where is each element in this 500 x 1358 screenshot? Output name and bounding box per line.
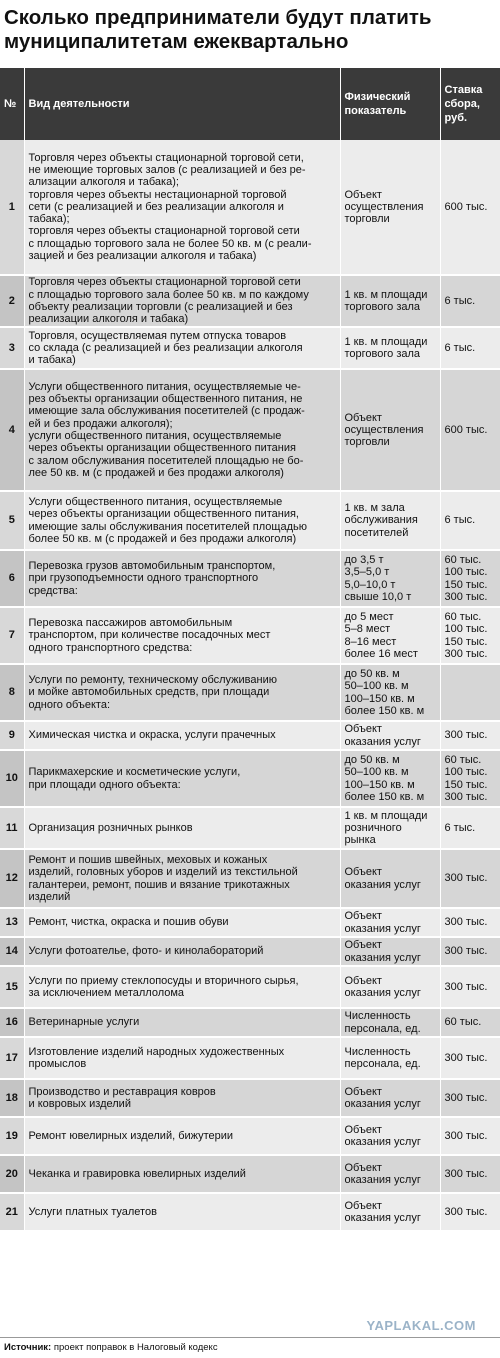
rate-cell-line: 60 тыс. bbox=[444, 1016, 482, 1029]
activity-cell-line: Услуги по приему стеклопосуды и вторичного сырья, bbox=[28, 974, 299, 987]
rate-cell bbox=[440, 1155, 500, 1193]
rate-cell-line: 300 тыс. bbox=[444, 872, 488, 885]
activity-cell-line: услуги общественного питания, осуществляемые bbox=[28, 430, 282, 442]
indicator-cell-line: посетителей bbox=[344, 526, 409, 539]
rate-cell bbox=[440, 807, 500, 849]
title-line-2: муниципалитетам ежеквартально bbox=[4, 30, 349, 53]
table-row bbox=[0, 140, 500, 275]
indicator-cell bbox=[340, 1008, 440, 1037]
activity-cell bbox=[24, 664, 340, 721]
rate-cell-line: 300 тыс. bbox=[444, 945, 488, 958]
indicator-cell-line: оказания услуг bbox=[344, 987, 421, 999]
header-activity: Вид деятельности bbox=[24, 68, 340, 140]
activity-cell bbox=[24, 750, 340, 807]
activity-cell-line: реализации алкоголя и табака) bbox=[28, 313, 189, 326]
activity-cell bbox=[24, 1079, 340, 1117]
indicator-cell bbox=[340, 1155, 440, 1193]
activity-cell bbox=[24, 937, 340, 966]
row-number: 4 bbox=[0, 369, 24, 491]
indicator-cell-line: 5,0–10,0 т bbox=[344, 578, 396, 591]
rate-cell-line: 300 тыс. bbox=[444, 790, 488, 803]
activity-cell-line: не имеющие торговых залов (с реализацией и без ре- bbox=[28, 163, 306, 176]
table-header-row bbox=[0, 68, 500, 140]
row-number: 20 bbox=[0, 1155, 24, 1193]
indicator-cell-line: Объект bbox=[344, 1199, 382, 1212]
indicator-cell-line: торгового зала bbox=[344, 348, 421, 360]
indicator-cell-line: до 3,5 т bbox=[344, 553, 384, 566]
rate-cell-line: 150 тыс. bbox=[444, 578, 488, 591]
watermark: YAPLAKAL.COM bbox=[366, 1318, 476, 1333]
header-indicator: Физический показатель bbox=[340, 68, 440, 140]
activity-cell-line: торговля через объекты нестационарной торговой bbox=[28, 188, 287, 201]
row-number: 18 bbox=[0, 1079, 24, 1117]
activity-cell bbox=[24, 327, 340, 369]
activity-cell-line: и мойке автомобильных средств, при площади bbox=[28, 686, 270, 699]
activity-cell-line: Перевозка грузов автомобильным транспортом, bbox=[28, 560, 276, 573]
indicator-cell-line: 100–150 кв. м bbox=[344, 692, 415, 705]
rate-cell bbox=[440, 1079, 500, 1117]
activity-cell-line: имеющие зала обслуживания посетителей (с продаж- bbox=[28, 405, 305, 418]
rate-cell bbox=[440, 908, 500, 937]
activity-cell bbox=[24, 1193, 340, 1231]
indicator-cell bbox=[340, 750, 440, 807]
indicator-cell bbox=[340, 491, 440, 550]
rate-cell bbox=[440, 491, 500, 550]
indicator-cell-line: Объект bbox=[344, 974, 382, 987]
rate-cell bbox=[440, 721, 500, 750]
activity-cell-line: табака); bbox=[28, 213, 70, 226]
activity-cell bbox=[24, 849, 340, 908]
activity-cell-line: торговля через объекты стационарной торговой сети bbox=[28, 225, 300, 238]
table-row bbox=[0, 937, 500, 966]
indicator-cell-line: Объект bbox=[344, 1123, 382, 1136]
indicator-cell bbox=[340, 908, 440, 937]
rate-cell-line: 600 тыс. bbox=[444, 423, 488, 436]
rate-cell bbox=[440, 750, 500, 807]
row-number: 6 bbox=[0, 550, 24, 607]
activity-cell-line: зацией и без реализации алкоголя и табака) bbox=[28, 250, 257, 263]
rate-cell-line: 6 тыс. bbox=[444, 341, 476, 354]
source-note bbox=[0, 1337, 500, 1357]
header-num: № bbox=[0, 68, 24, 140]
rate-cell-line: 60 тыс. bbox=[444, 553, 482, 566]
activity-cell-line: Торговля через объекты стационарной торговой сети, bbox=[28, 151, 304, 164]
rate-cell-line: 150 тыс. bbox=[444, 778, 488, 791]
rate-cell bbox=[440, 1008, 500, 1037]
activity-cell-line: Изготовление изделий народных художественных bbox=[28, 1045, 285, 1058]
rate-cell bbox=[440, 369, 500, 491]
indicator-cell-line: 1 кв. м зала bbox=[344, 502, 405, 515]
indicator-cell bbox=[340, 550, 440, 607]
activity-cell-line: галантереи, ремонт, пошив и вязание трикотажных bbox=[28, 878, 290, 891]
indicator-cell-line: Объект bbox=[344, 866, 382, 879]
activity-cell-line: изделий bbox=[28, 890, 71, 903]
indicator-cell-line: Численность bbox=[344, 1045, 411, 1058]
table-row bbox=[0, 1008, 500, 1037]
rate-cell bbox=[440, 275, 500, 327]
activity-cell bbox=[24, 140, 340, 275]
row-number: 10 bbox=[0, 750, 24, 807]
activity-cell bbox=[24, 966, 340, 1008]
rate-cell bbox=[440, 966, 500, 1008]
activity-cell-line: Торговля, осуществляемая путем отпуска товаров bbox=[28, 329, 287, 342]
table-row bbox=[0, 1193, 500, 1231]
indicator-cell-line: оказания услуг bbox=[344, 922, 421, 935]
table-row bbox=[0, 908, 500, 937]
row-number: 1 bbox=[0, 140, 24, 275]
indicator-cell bbox=[340, 664, 440, 721]
rate-cell-line: 100 тыс. bbox=[444, 566, 488, 579]
page-title bbox=[0, 0, 500, 68]
activity-cell bbox=[24, 1008, 340, 1037]
indicator-cell-line: оказания услуг bbox=[344, 1174, 421, 1186]
indicator-cell-line: 1 кв. м площади bbox=[344, 335, 428, 348]
indicator-cell bbox=[340, 937, 440, 966]
indicator-cell-line: оказания услуг bbox=[344, 878, 421, 891]
indicator-cell-line: обслуживания bbox=[344, 514, 418, 527]
indicator-cell-line: более 16 мест bbox=[344, 647, 418, 660]
activity-cell-line: ей и без продажи алкоголя); bbox=[28, 417, 173, 430]
table-body bbox=[0, 140, 500, 1231]
indicator-cell-line: рынка bbox=[344, 834, 376, 847]
activity-cell-line: Перевозка пассажиров автомобильным bbox=[28, 617, 233, 630]
indicator-cell-line: 100–150 кв. м bbox=[344, 778, 415, 791]
activity-cell-line: Услуги общественного питания, осуществляемые че- bbox=[28, 380, 301, 393]
indicator-cell-line: торгового зала bbox=[344, 301, 421, 313]
activity-cell-line: Ремонт и пошив швейных, меховых и кожаных bbox=[28, 853, 268, 866]
rate-cell-line: 6 тыс. bbox=[444, 294, 476, 307]
activity-cell-line: Ремонт, чистка, окраска и пошив обуви bbox=[28, 916, 229, 929]
fees-table bbox=[0, 68, 500, 1232]
indicator-cell bbox=[340, 140, 440, 275]
row-number: 12 bbox=[0, 849, 24, 908]
row-number: 8 bbox=[0, 664, 24, 721]
table-row bbox=[0, 1079, 500, 1117]
activity-cell-line: Чеканка и гравировка ювелирных изделий bbox=[28, 1167, 246, 1180]
activity-cell-line: через объекты организации общественного питания bbox=[28, 442, 296, 455]
header-rate: Ставка сбора, руб. bbox=[440, 68, 500, 140]
indicator-cell bbox=[340, 966, 440, 1008]
activity-cell-line: Услуги платных туалетов bbox=[28, 1205, 157, 1218]
row-number: 21 bbox=[0, 1193, 24, 1231]
activity-cell-line: со склада (с реализацией и без реализации алкоголя bbox=[28, 341, 303, 354]
indicator-cell-line: Объект bbox=[344, 723, 382, 736]
rate-cell-line: 300 тыс. bbox=[444, 1129, 488, 1142]
indicator-cell-line: 1 кв. м площади bbox=[344, 288, 428, 301]
activity-cell bbox=[24, 807, 340, 849]
rate-cell-line: 100 тыс. bbox=[444, 623, 488, 636]
activity-cell-line: Химическая чистка и окраска, услуги прачечных bbox=[28, 729, 276, 742]
table-row bbox=[0, 721, 500, 750]
indicator-cell-line: более 150 кв. м bbox=[344, 704, 425, 717]
table-row bbox=[0, 849, 500, 908]
activity-cell-line: Организация розничных рынков bbox=[28, 821, 193, 834]
indicator-cell-line: персонала, ед. bbox=[344, 1058, 421, 1070]
table-row bbox=[0, 1155, 500, 1193]
activity-cell bbox=[24, 1117, 340, 1155]
indicator-cell-line: 50–100 кв. м bbox=[344, 766, 409, 779]
indicator-cell-line: оказания услуг bbox=[344, 735, 421, 748]
activity-cell-line: средства: bbox=[28, 584, 78, 597]
indicator-cell-line: оказания услуг bbox=[344, 1098, 421, 1110]
indicator-cell-line: 5–8 мест bbox=[344, 623, 391, 636]
indicator-cell bbox=[340, 369, 440, 491]
activity-cell-line: одного объекта: bbox=[28, 698, 111, 711]
table-row bbox=[0, 607, 500, 664]
table-row bbox=[0, 1117, 500, 1155]
table-row bbox=[0, 369, 500, 491]
activity-cell-line: и табака) bbox=[28, 354, 76, 367]
row-number: 15 bbox=[0, 966, 24, 1008]
table-row bbox=[0, 275, 500, 327]
activity-cell-line: Услуги по ремонту, техническому обслуживанию bbox=[28, 674, 277, 687]
rate-cell-line: 6 тыс. bbox=[444, 514, 476, 527]
indicator-cell-line: осуществления bbox=[344, 423, 424, 436]
activity-cell-line: имеющие залы обслуживания посетителей площадью bbox=[28, 520, 307, 533]
row-number: 17 bbox=[0, 1037, 24, 1079]
activity-cell-line: изделий, головных уборов и изделий из текстильной bbox=[28, 866, 298, 879]
rate-cell-line: 150 тыс. bbox=[444, 635, 488, 648]
row-number: 19 bbox=[0, 1117, 24, 1155]
indicator-cell-line: до 5 мест bbox=[344, 610, 394, 623]
activity-cell-line: Ремонт ювелирных изделий, бижутерии bbox=[28, 1129, 234, 1142]
indicator-cell bbox=[340, 1193, 440, 1231]
indicator-cell bbox=[340, 849, 440, 908]
indicator-cell-line: Численность bbox=[344, 1010, 411, 1023]
activity-cell bbox=[24, 275, 340, 327]
activity-cell-line: при площади одного объекта: bbox=[28, 778, 181, 791]
activity-cell-line: Парикмахерские и косметические услуги, bbox=[28, 766, 241, 779]
row-number: 11 bbox=[0, 807, 24, 849]
activity-cell-line: Ветеринарные услуги bbox=[28, 1016, 140, 1029]
indicator-cell bbox=[340, 721, 440, 750]
indicator-cell bbox=[340, 275, 440, 327]
indicator-cell-line: 3,5–5,0 т bbox=[344, 566, 390, 579]
row-number: 2 bbox=[0, 275, 24, 327]
indicator-cell-line: торговли bbox=[344, 213, 390, 226]
activity-cell-line: ализации алкоголя и табака); bbox=[28, 176, 179, 189]
indicator-cell-line: 8–16 мест bbox=[344, 635, 397, 648]
indicator-cell bbox=[340, 1037, 440, 1079]
activity-cell bbox=[24, 721, 340, 750]
table-row bbox=[0, 1037, 500, 1079]
activity-cell-line: с залом обслуживания посетителей площадью не бо- bbox=[28, 454, 304, 467]
row-number: 13 bbox=[0, 908, 24, 937]
indicator-cell-line: оказания услуг bbox=[344, 1136, 421, 1148]
indicator-cell-line: 1 кв. м площади bbox=[344, 809, 428, 822]
table-row bbox=[0, 550, 500, 607]
rate-cell bbox=[440, 327, 500, 369]
activity-cell bbox=[24, 1155, 340, 1193]
row-number: 5 bbox=[0, 491, 24, 550]
table-row bbox=[0, 327, 500, 369]
indicator-cell-line: оказания услуг bbox=[344, 1212, 421, 1224]
activity-cell bbox=[24, 607, 340, 664]
indicator-cell-line: более 150 кв. м bbox=[344, 790, 425, 803]
activity-cell-line: одного транспортного средства: bbox=[28, 641, 193, 654]
rate-cell-line: 100 тыс. bbox=[444, 766, 488, 779]
row-number: 7 bbox=[0, 607, 24, 664]
table-row bbox=[0, 750, 500, 807]
rate-cell-line: 600 тыс. bbox=[444, 200, 488, 213]
activity-cell-line: сети (с реализацией и без реализации алкоголя и bbox=[28, 200, 284, 213]
activity-cell-line: транспортом, при количестве посадочных мест bbox=[28, 629, 271, 642]
indicator-cell-line: Объект bbox=[344, 1161, 382, 1174]
rate-cell bbox=[440, 140, 500, 275]
rate-cell bbox=[440, 607, 500, 664]
activity-cell-line: рез объекты организации общественного питания, не bbox=[28, 393, 303, 406]
row-number: 14 bbox=[0, 937, 24, 966]
activity-cell-line: объекту реализации торговли (с реализацией и без bbox=[28, 301, 293, 313]
activity-cell-line: и ковровых изделий bbox=[28, 1098, 131, 1110]
rate-cell-line: 6 тыс. bbox=[444, 821, 476, 834]
indicator-cell bbox=[340, 327, 440, 369]
activity-cell bbox=[24, 908, 340, 937]
indicator-cell-line: до 50 кв. м bbox=[344, 753, 400, 766]
rate-cell-line: 60 тыс. bbox=[444, 753, 482, 766]
rate-cell-line: 300 тыс. bbox=[444, 729, 488, 742]
rate-cell bbox=[440, 1193, 500, 1231]
activity-cell bbox=[24, 369, 340, 491]
indicator-cell-line: оказания услуг bbox=[344, 951, 421, 964]
table-row bbox=[0, 491, 500, 550]
table-row bbox=[0, 664, 500, 721]
indicator-cell-line: свыше 10,0 т bbox=[344, 590, 412, 603]
rate-cell-line: 300 тыс. bbox=[444, 1051, 488, 1064]
rate-cell-line: 300 тыс. bbox=[444, 647, 488, 660]
rate-cell-line: 300 тыс. bbox=[444, 1167, 488, 1180]
activity-cell-line: за исключением металлолома bbox=[28, 987, 185, 999]
activity-cell bbox=[24, 550, 340, 607]
row-number: 9 bbox=[0, 721, 24, 750]
activity-cell-line: при грузоподъемности одного транспортного bbox=[28, 572, 259, 585]
indicator-cell-line: осуществления bbox=[344, 200, 424, 213]
row-number: 16 bbox=[0, 1008, 24, 1037]
rate-cell-line: 300 тыс. bbox=[444, 1205, 488, 1218]
rate-cell bbox=[440, 849, 500, 908]
activity-cell-line: Услуги общественного питания, осуществляемые bbox=[28, 495, 283, 508]
rate-cell bbox=[440, 937, 500, 966]
table-row bbox=[0, 807, 500, 849]
indicator-cell-line: персонала, ед. bbox=[344, 1022, 421, 1035]
indicator-cell-line: Объект bbox=[344, 939, 382, 952]
rate-cell bbox=[440, 1117, 500, 1155]
source-label: Источник: bbox=[4, 1342, 52, 1353]
rate-cell bbox=[440, 1037, 500, 1079]
activity-cell-line: Услуги фотоателье, фото- и кинолабораторий bbox=[28, 945, 264, 958]
rate-cell-line: 300 тыс. bbox=[444, 1091, 488, 1104]
title-line-1: Сколько предприниматели будут платить bbox=[4, 6, 432, 29]
rate-cell-line: 60 тыс. bbox=[444, 610, 482, 623]
rate-cell bbox=[440, 664, 500, 721]
indicator-cell-line: торговли bbox=[344, 436, 390, 449]
activity-cell-line: Производство и реставрация ковров bbox=[28, 1085, 216, 1098]
activity-cell bbox=[24, 1037, 340, 1079]
indicator-cell bbox=[340, 807, 440, 849]
indicator-cell-line: Объект bbox=[344, 188, 382, 201]
table-row bbox=[0, 966, 500, 1008]
rate-cell-line: 300 тыс. bbox=[444, 980, 488, 993]
indicator-cell-line: 50–100 кв. м bbox=[344, 680, 409, 693]
row-number: 3 bbox=[0, 327, 24, 369]
indicator-cell bbox=[340, 1079, 440, 1117]
indicator-cell-line: Объект bbox=[344, 1085, 382, 1098]
indicator-cell bbox=[340, 607, 440, 664]
activity-cell-line: более 50 кв. м (с продажей и без продажи алкоголя) bbox=[28, 532, 297, 545]
indicator-cell-line: Объект bbox=[344, 411, 382, 424]
indicator-cell-line: розничного bbox=[344, 821, 402, 834]
source-text: проект поправок в Налоговый кодекс bbox=[51, 1342, 218, 1353]
rate-cell-line: 300 тыс. bbox=[444, 590, 488, 603]
activity-cell bbox=[24, 491, 340, 550]
indicator-cell-line: до 50 кв. м bbox=[344, 667, 400, 680]
activity-cell-line: с площадью торгового зала более 50 кв. м по каждому bbox=[28, 288, 309, 301]
rate-cell bbox=[440, 550, 500, 607]
rate-cell-line: 300 тыс. bbox=[444, 916, 488, 929]
indicator-cell-line: Объект bbox=[344, 910, 382, 923]
activity-cell-line: лее 50 кв. м (с продажей и без продажи алкоголя) bbox=[28, 466, 284, 479]
activity-cell-line: Торговля через объекты стационарной торговой сети bbox=[28, 276, 301, 289]
activity-cell-line: промыслов bbox=[28, 1058, 87, 1070]
activity-cell-line: через объекты организации общественного питания, bbox=[28, 508, 299, 521]
indicator-cell bbox=[340, 1117, 440, 1155]
activity-cell-line: с площадью торгового зала не более 50 кв. м (с реали- bbox=[28, 237, 312, 250]
